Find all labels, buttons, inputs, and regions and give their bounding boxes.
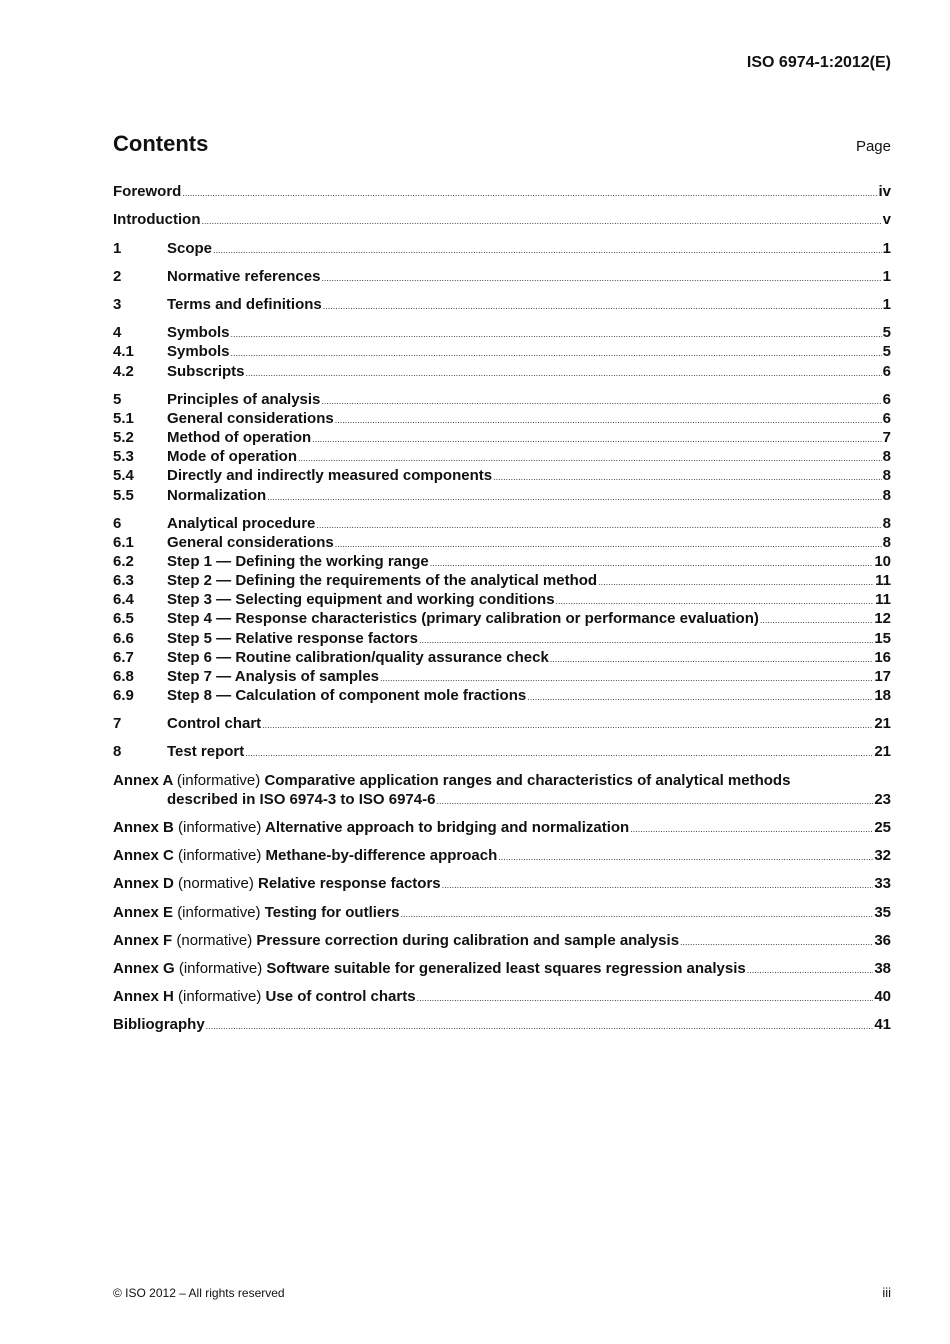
toc-page: 8 [882,467,891,484]
leader-dots [400,909,873,919]
leader-dots [556,596,875,606]
toc-label: Step 3 — Selecting equipment and working conditions [167,591,555,608]
toc-page: v [882,211,891,228]
toc-entry-6-7[interactable] [113,649,891,669]
leader-dots [323,301,882,311]
toc-page: 10 [874,553,891,570]
toc-number: 8 [113,743,122,760]
toc-number: 4 [113,324,122,341]
toc-page: 6 [882,391,891,408]
annex-title-continued: described in ISO 6974-3 to ISO 6974-6 [167,791,436,808]
toc-label [113,819,629,836]
toc-page: 6 [882,363,891,380]
toc-page: 8 [882,487,891,504]
annex-name: Annex H [113,988,174,1005]
toc-label: Step 7 — Analysis of samples [167,668,380,685]
annex-title: Use of control charts [265,988,416,1005]
toc-page: 23 [874,791,891,808]
leader-dots [380,673,873,683]
leader-dots [312,434,882,444]
footer-page-number: iii [882,1285,891,1300]
toc-label: Mode of operation [167,448,297,465]
toc-label [113,960,746,977]
toc-label: Bibliography [113,1016,205,1033]
toc-entry-annex-e[interactable] [113,904,891,924]
annex-name: Annex D [113,875,174,892]
toc-number: 6.7 [113,649,134,666]
toc-page: 36 [874,932,891,949]
toc-entry-4-2-subscripts[interactable] [113,363,891,383]
toc-entry-6-2[interactable] [113,553,891,573]
annex-kind: (informative) [176,772,261,789]
toc-entry-6-9[interactable] [113,687,891,707]
toc-entry-principles-of-analysis[interactable] [113,391,891,411]
toc-number: 5.1 [113,410,134,427]
annex-title: Alternative approach to bridging and normalization [265,819,630,836]
toc-page: 32 [874,847,891,864]
toc-entry-control-chart[interactable] [113,715,891,735]
leader-dots [335,539,882,549]
toc-number: 6.9 [113,687,134,704]
toc-page: 6 [882,410,891,427]
annex-kind: (informative) [178,819,262,836]
toc-page: 8 [882,534,891,551]
toc-number: 6.4 [113,591,134,608]
toc-number: 4.1 [113,343,134,360]
toc-entry-5-5[interactable] [113,487,891,507]
toc-label: Subscripts [167,363,245,380]
leader-dots [262,720,873,730]
toc-label: Terms and definitions [167,296,322,313]
leader-dots [267,492,881,502]
annex-name: Annex E [113,904,174,921]
leader-dots [246,368,882,378]
toc-page: 21 [874,743,891,760]
toc-page: 18 [874,687,891,704]
toc-page: 11 [875,572,891,589]
toc-entry-foreword[interactable] [113,183,891,203]
toc-page: 1 [882,268,891,285]
toc-page: 8 [882,515,891,532]
toc-label: Step 1 — Defining the working range [167,553,429,570]
toc-number: 6.3 [113,572,134,589]
annex-kind: (informative) [177,904,261,921]
toc-page: 1 [882,240,891,257]
toc-page: 17 [874,668,891,685]
leader-dots [493,472,882,482]
toc-label [113,988,416,1005]
toc-page: 5 [882,324,891,341]
toc-label: Symbols [167,324,230,341]
toc-number: 5.4 [113,467,134,484]
toc-label: General considerations [167,534,334,551]
toc-entry-bibliography[interactable] [113,1016,891,1036]
toc-page: 15 [874,630,891,647]
leader-dots [201,216,881,226]
toc-label: Test report [167,743,245,760]
toc-label: Normative references [167,268,321,285]
annex-name: Annex A [113,772,173,789]
toc-label: Directly and indirectly measured components [167,467,493,484]
toc-page: 38 [874,960,891,977]
annex-kind: (informative) [178,960,263,977]
leader-dots [436,796,873,806]
toc-entry-normative-references[interactable] [113,268,891,288]
toc-number: 5 [113,391,122,408]
leader-dots [630,824,873,834]
toc-number: 6.1 [113,534,134,551]
annex-title: Relative response factors [258,875,441,892]
toc-page: 25 [874,819,891,836]
leader-dots [417,993,874,1003]
leader-dots [550,654,874,664]
toc-page: 21 [874,715,891,732]
toc-entry-analytical-procedure[interactable] [113,515,891,535]
toc-label: Symbols [167,343,230,360]
toc-label [113,875,441,892]
annex-name: Annex G [113,960,175,977]
toc-page: 12 [874,610,891,627]
leader-dots [598,577,874,587]
toc-number: 6.2 [113,553,134,570]
toc-label: Principles of analysis [167,391,321,408]
leader-dots [527,692,873,702]
leader-dots [245,748,873,758]
leader-dots [430,558,874,568]
toc-label: Analytical procedure [167,515,316,532]
toc-label: Step 4 — Response characteristics (primary calibration or performance evaluation) [167,610,759,627]
toc-entry-5-3[interactable] [113,448,891,468]
toc-entry-6-3[interactable] [113,572,891,592]
leader-dots [213,245,882,255]
toc-label: Normalization [167,487,267,504]
toc-entry-annex-h[interactable] [113,988,891,1008]
toc-page: 35 [874,904,891,921]
toc-label: Step 6 — Routine calibration/quality assurance check [167,649,549,666]
toc-entry-introduction[interactable] [113,211,891,231]
leader-dots [231,348,882,358]
toc-label: Foreword [113,183,182,200]
toc-number: 6 [113,515,122,532]
toc-page: 7 [882,429,891,446]
annex-kind: (normative) [178,875,254,892]
annex-title: Methane-by-difference approach [265,847,498,864]
leader-dots [321,273,881,283]
annex-name: Annex F [113,932,173,949]
leader-dots [747,965,874,975]
leader-dots [321,396,881,406]
toc-entry-6-6[interactable] [113,630,891,650]
toc-page: 11 [875,591,891,608]
toc-label [113,847,497,864]
annex-title: Software suitable for generalized least squares regression analysis [266,960,746,977]
toc-entry-annex-b[interactable] [113,819,891,839]
annex-kind: (normative) [176,932,253,949]
page-column-label: Page [855,138,891,155]
annex-name: Annex B [113,819,174,836]
toc-label [113,904,399,921]
contents-title: Contents [113,131,209,156]
toc-page: 1 [882,296,891,313]
toc-page: 5 [882,343,891,360]
toc-label [113,932,679,949]
leader-dots [231,329,882,339]
leader-dots [335,415,882,425]
toc-page: 8 [882,448,891,465]
toc-page: 16 [874,649,891,666]
leader-dots [419,635,873,645]
toc-number: 5.2 [113,429,134,446]
document-id: ISO 6974-1:2012(E) [746,54,891,71]
toc-label: General considerations [167,410,334,427]
leader-dots [206,1021,874,1031]
leader-dots [498,852,873,862]
toc-page: 41 [874,1016,891,1033]
annex-title: Comparative application ranges and characteristics of analytical methods [264,772,791,789]
toc-entry-scope[interactable] [113,240,891,260]
toc-entry-annex-d[interactable] [113,875,891,895]
toc-number: 6.5 [113,610,134,627]
leader-dots [442,880,874,890]
toc-label: Step 8 — Calculation of component mole fractions [167,687,527,704]
toc-label: Step 5 — Relative response factors [167,630,418,647]
toc-entry-5-1[interactable] [113,410,891,430]
toc-entry-annex-a-continued[interactable] [113,791,891,811]
toc-page: 33 [874,875,891,892]
toc-entry-6-5[interactable] [113,610,891,630]
toc-entry-4-1-symbols[interactable] [113,343,891,363]
toc-label: Method of operation [167,429,312,446]
toc-number: 4.2 [113,363,134,380]
toc-entry-annex-g[interactable] [113,960,891,980]
annex-name: Annex C [113,847,174,864]
toc-label: Introduction [113,211,201,228]
leader-dots [680,937,873,947]
toc-entry-6-8[interactable] [113,668,891,688]
leader-dots [316,520,881,530]
footer-copyright: © ISO 2012 – All rights reserved [113,1286,285,1300]
leader-dots [760,615,873,625]
toc-entry-6-1[interactable] [113,534,891,554]
toc-number: 1 [113,240,122,257]
toc-entry-symbols[interactable] [113,324,891,344]
toc-entry-5-4[interactable] [113,467,891,487]
toc-number: 5.3 [113,448,134,465]
toc-entry-annex-a[interactable] [113,772,891,792]
toc-entry-annex-c[interactable] [113,847,891,867]
toc-label: Control chart [167,715,262,732]
annex-title: Pressure correction during calibration and sample analysis [256,932,680,949]
toc-entry-terms-and-definitions[interactable] [113,296,891,316]
toc-number: 6.6 [113,630,134,647]
toc-number: 5.5 [113,487,134,504]
toc-entry-annex-f[interactable] [113,932,891,952]
toc-entry-6-4[interactable] [113,591,891,611]
toc-number: 2 [113,268,122,285]
toc-number: 3 [113,296,122,313]
leader-dots [298,453,882,463]
annex-title: Testing for outliers [264,904,400,921]
annex-kind: (informative) [178,847,262,864]
toc-entry-test-report[interactable] [113,743,891,763]
leader-dots [182,188,877,198]
toc-page: iv [878,183,891,200]
annex-kind: (informative) [178,988,262,1005]
toc-page: 40 [874,988,891,1005]
toc-number: 7 [113,715,122,732]
toc-label: Step 2 — Defining the requirements of the analytical method [167,572,598,589]
toc-label [113,772,790,789]
toc-label: Scope [167,240,213,257]
toc-number: 6.8 [113,668,134,685]
toc-entry-5-2[interactable] [113,429,891,449]
